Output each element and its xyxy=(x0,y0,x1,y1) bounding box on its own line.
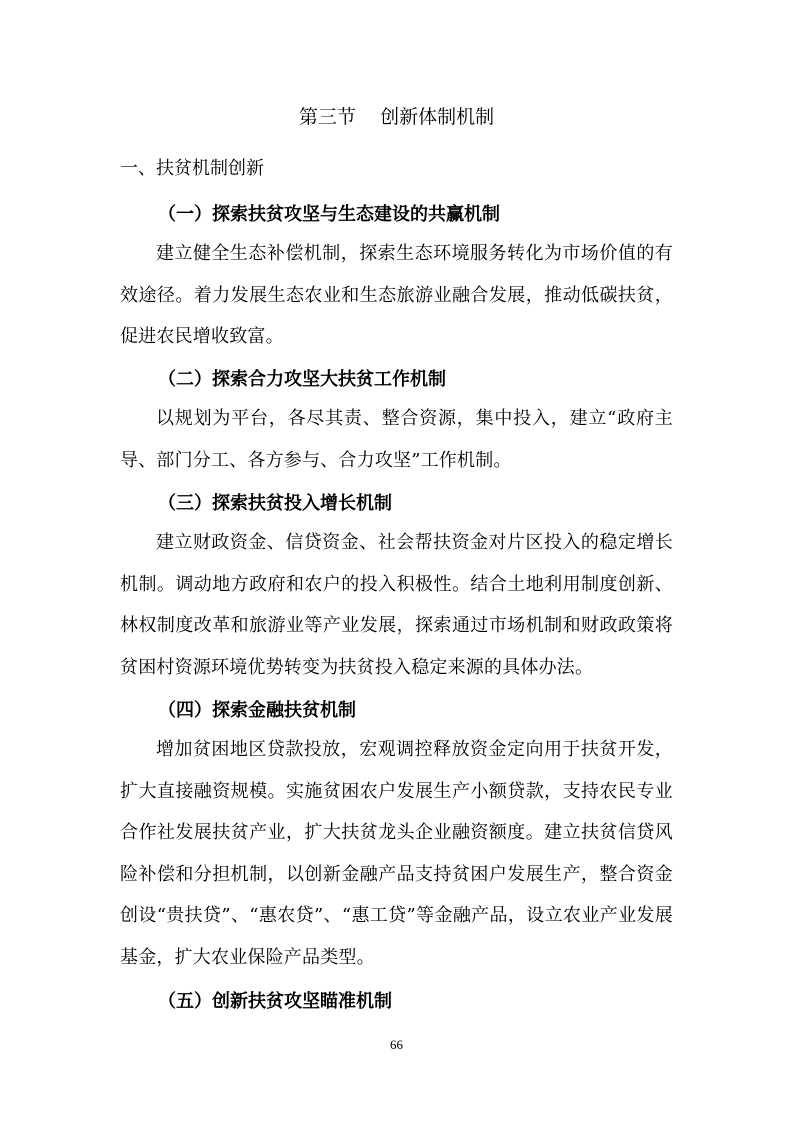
paragraph-1: 建立健全生态补偿机制，探索生态环境服务转化为市场价值的有效途径。着力发展生态农业和生态旅游业融合发展，推动低碳扶贫，促进农民增收致富。 xyxy=(120,243,673,348)
subheading-4: （四）探索金融扶贫机制 xyxy=(158,700,356,721)
paragraph-3: 建立财政资金、信贷资金、社会帮扶资金对片区投入的稳定增长机制。调动地方政府和农户的投入积极性。结合土地利用制度创新、林权制度改革和旅游业等产业发展，探索通过市场机制和财政政策将贫困村资源环境优势转变为扶贫投入稳定来源的具体办法。 xyxy=(120,532,673,678)
subheading-5: （五）创新扶贫攻坚瞄准机制 xyxy=(158,991,392,1012)
heading-poverty-mechanism-innovation: 一、扶贫机制创新 xyxy=(120,158,264,179)
subheading-1: （一）探索扶贫攻坚与生态建设的共赢机制 xyxy=(158,204,500,225)
section-title: 第三节 创新体制机制 xyxy=(298,106,495,128)
paragraph-2: 以规划为平台，各尽其责、整合资源，集中投入，建立“政府主导、部门分工、各方参与、合力攻坚”工作机制。 xyxy=(120,408,673,471)
subheading-3: （三）探索扶贫投入增长机制 xyxy=(158,493,392,514)
page-number: 66 xyxy=(390,1037,403,1052)
paragraph-4: 增加贫困地区贷款投放，宏观调控释放资金定向用于扶贫开发，扩大直接融资规模。实施贫困农户发展生产小额贷款，支持农民专业合作社发展扶贫产业，扩大扶贫龙头企业融资额度。建立扶贫信贷风险补偿和分担机制，以创新金融产品支持贫困户发展生产，整合资金创设“贵扶贷”、“惠农贷”、“惠工贷”等金融产品，设立农业产业发展基金，扩大农业保险产品类型。 xyxy=(120,739,673,968)
subheading-2: （二）探索合力攻坚大扶贫工作机制 xyxy=(158,369,446,390)
